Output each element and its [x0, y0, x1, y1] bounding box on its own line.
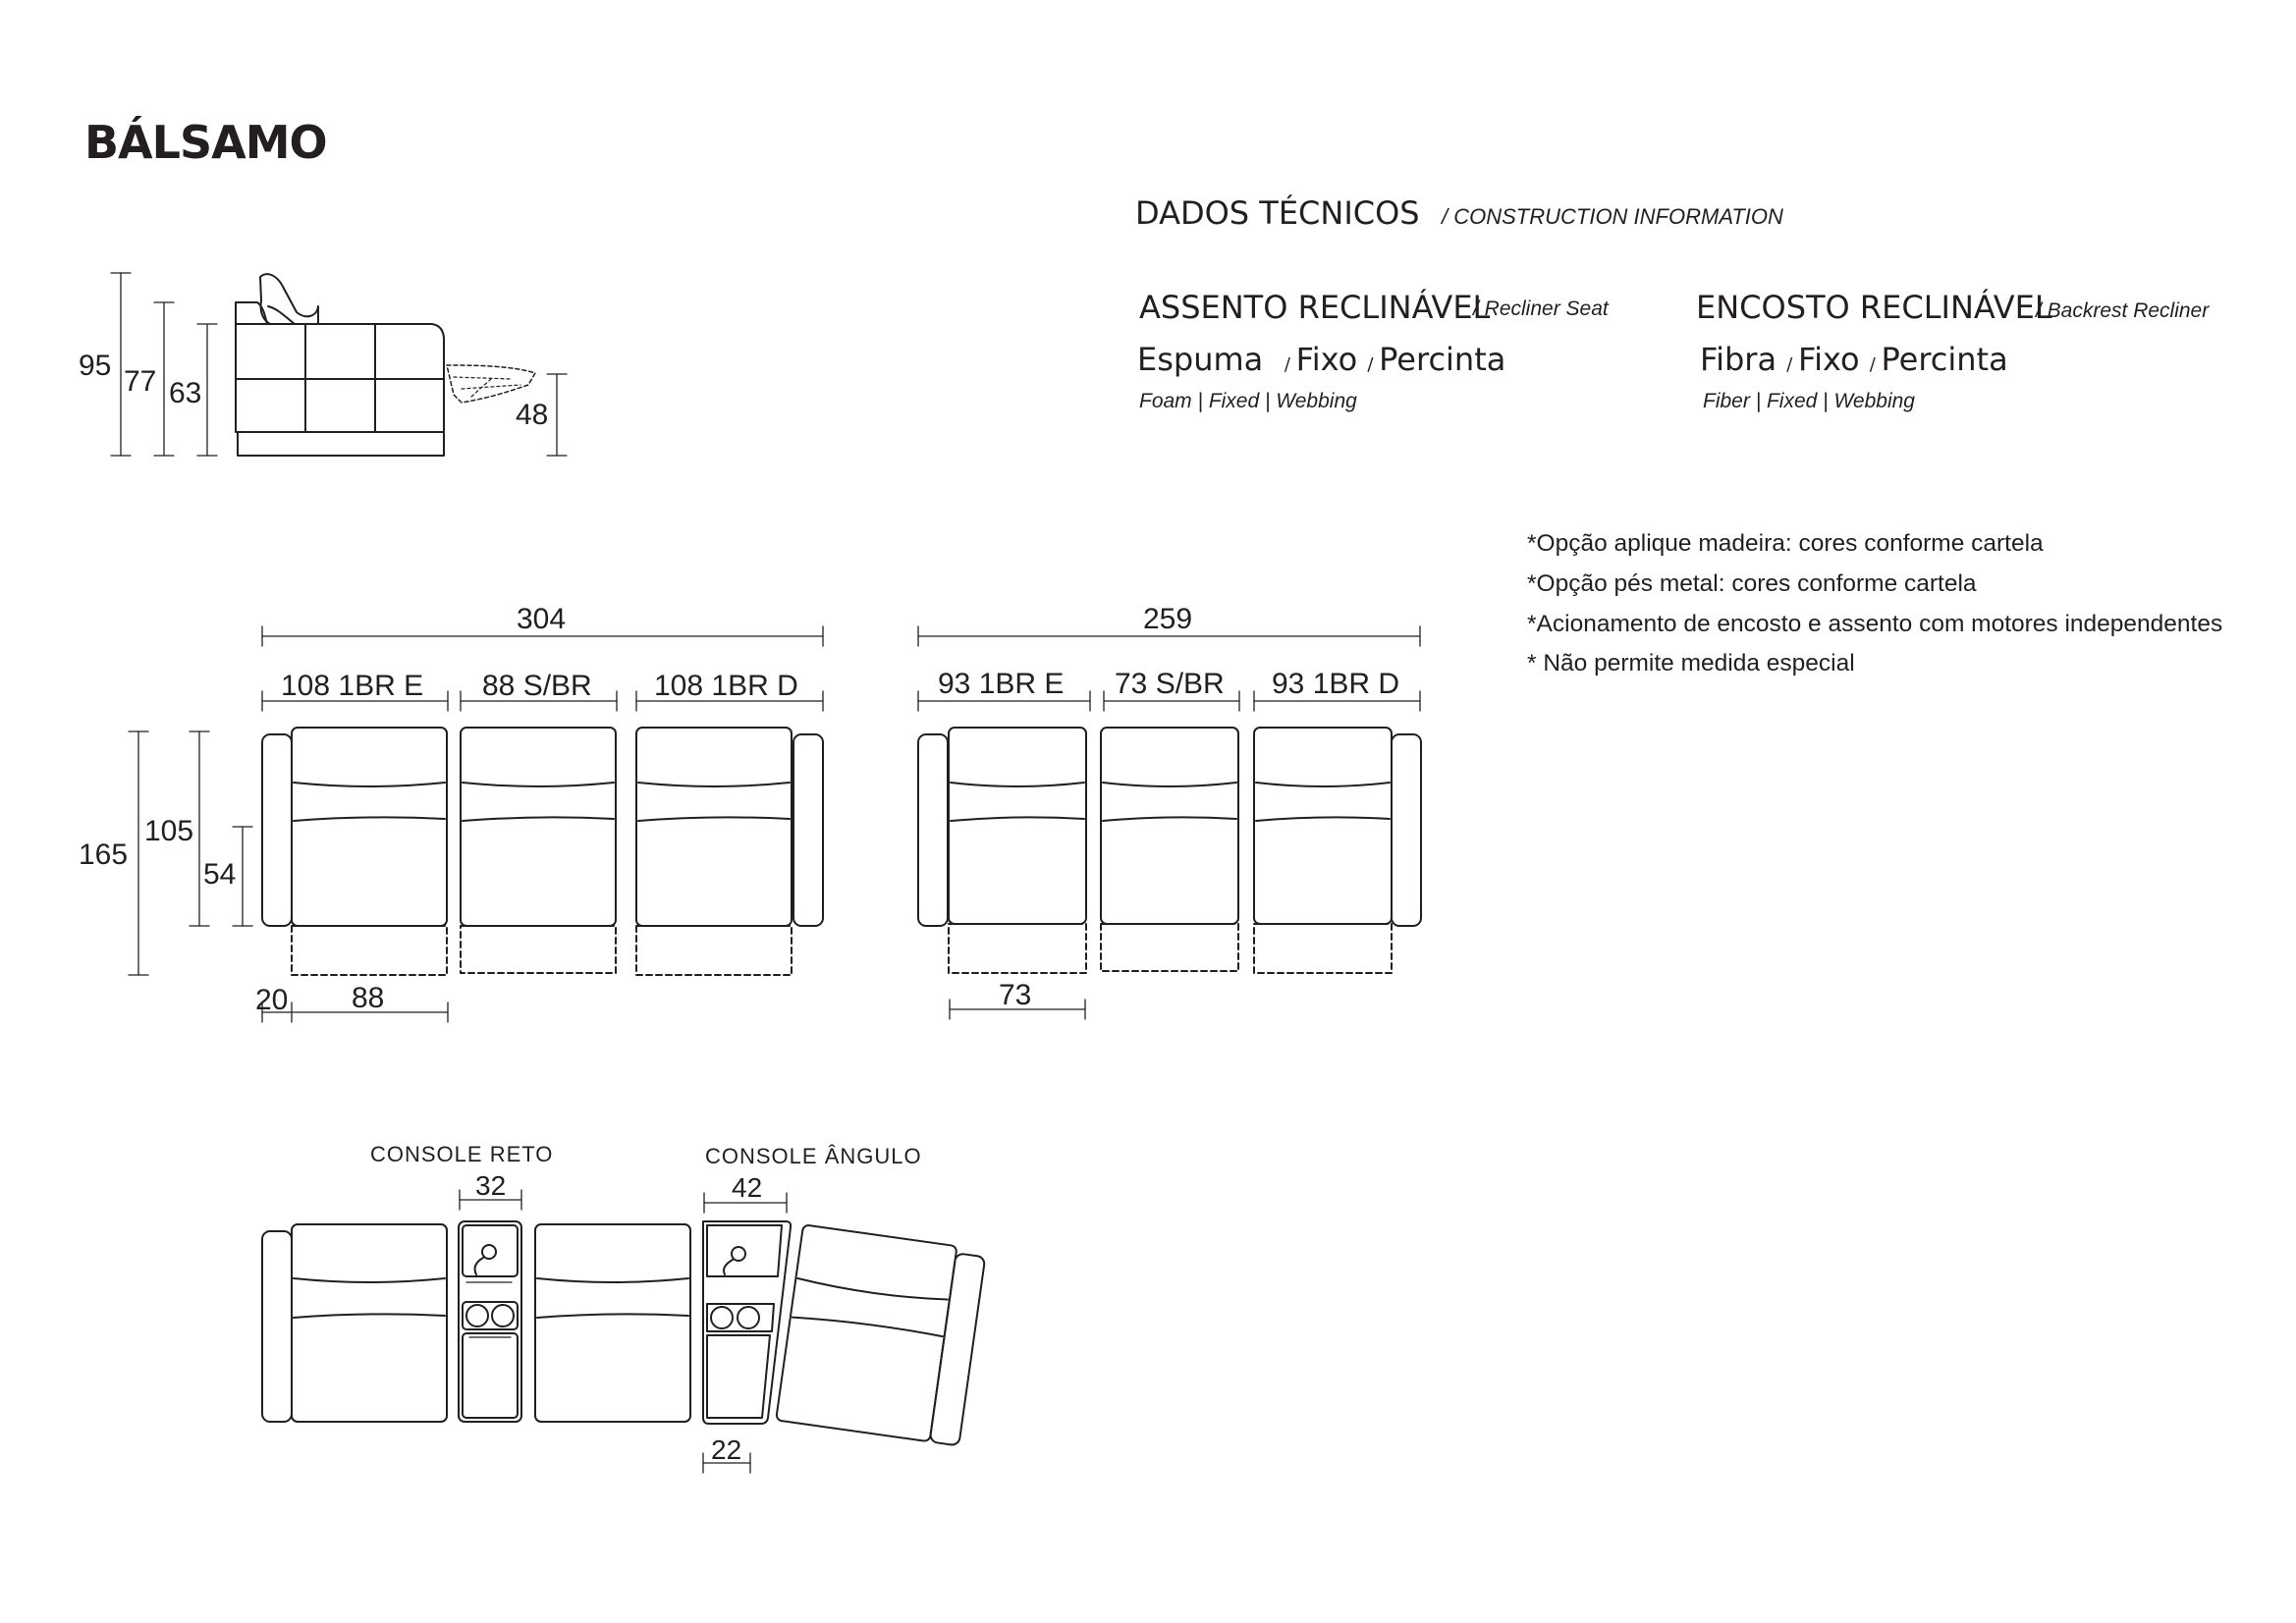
- separator: |: [1817, 390, 1834, 412]
- sofa-b-module-3: 93 1BR D: [1272, 668, 1400, 700]
- back-material-en-2: Fixed: [1766, 390, 1818, 412]
- back-material-3: Percinta: [1881, 341, 2008, 378]
- dim-seat-height: 48: [516, 399, 549, 431]
- back-material-en-3: Webbing: [1833, 390, 1915, 412]
- sofa-a-module-3: 108 1BR D: [654, 670, 798, 702]
- note-motors: *Acionamento de encosto e assento com motores independentes: [1527, 611, 2223, 637]
- back-material-2: Fixo: [1798, 341, 1860, 378]
- seat-material-en-1: Foam: [1139, 390, 1192, 412]
- note-wood-applique: *Opção aplique madeira: cores conforme cartela: [1527, 530, 2044, 557]
- separator: /: [1273, 354, 1296, 375]
- separator: |: [1191, 390, 1209, 412]
- back-material-en-1: Fiber: [1703, 390, 1750, 412]
- sofa-a-seat-depth: 54: [203, 858, 237, 891]
- separator: |: [1259, 390, 1277, 412]
- console-straight-label: CONSOLE RETO: [370, 1142, 554, 1166]
- sofa-b-module-2: 73 S/BR: [1115, 668, 1225, 700]
- dim-back-height: 77: [124, 365, 157, 398]
- separator: /: [1869, 354, 1882, 375]
- page-title: BÁLSAMO: [84, 116, 327, 169]
- separator: |: [1749, 390, 1767, 412]
- dim-total-height: 95: [79, 350, 112, 382]
- seat-recliner-title: ASSENTO RECLINÁVEL: [1139, 289, 1491, 326]
- note-metal-feet: *Opção pés metal: cores conforme cartela: [1527, 570, 1977, 597]
- console-angle-label: CONSOLE ÂNGULO: [705, 1144, 922, 1168]
- console-arrangement: [262, 1142, 986, 1473]
- backrest-recliner-title-en: / Backrest Recliner: [2036, 299, 2210, 322]
- console-angle-base: 22: [711, 1434, 742, 1465]
- seat-material-3: Percinta: [1379, 341, 1506, 378]
- sofa-b-seat-width: 73: [999, 979, 1032, 1011]
- sofa-b-top-view: [918, 603, 1421, 1019]
- sofa-a-depth-reclined: 165: [79, 839, 129, 871]
- tech-heading-en: / CONSTRUCTION INFORMATION: [1442, 204, 1783, 229]
- sofa-b-module-1: 93 1BR E: [938, 668, 1065, 700]
- separator: /: [1367, 354, 1380, 375]
- seat-material-en-3: Webbing: [1276, 390, 1357, 412]
- seat-material-1: Espuma: [1137, 341, 1264, 378]
- seat-recliner-title-en: / Recliner Seat: [1473, 298, 1609, 320]
- console-straight-width: 32: [475, 1170, 507, 1201]
- console-angle-width: 42: [732, 1172, 763, 1203]
- backrest-recliner-title: ENCOSTO RECLINÁVEL: [1696, 289, 2052, 326]
- sofa-b-total-width: 259: [1143, 603, 1193, 635]
- sofa-a-module-2: 88 S/BR: [482, 670, 592, 702]
- sofa-a-total-width: 304: [517, 603, 567, 635]
- sofa-a-depth: 105: [144, 815, 194, 847]
- seat-material-2: Fixo: [1295, 341, 1358, 378]
- separator: /: [1786, 354, 1799, 375]
- note-no-custom-size: * Não permite medida especial: [1527, 650, 1855, 676]
- dim-arm-height: 63: [169, 377, 202, 409]
- sofa-a-arm-width: 20: [255, 984, 289, 1016]
- sofa-a-top-view: [79, 603, 823, 1022]
- sofa-a-module-1: 108 1BR E: [281, 670, 424, 702]
- back-material-1: Fibra: [1700, 341, 1777, 378]
- tech-heading: DADOS TÉCNICOS: [1135, 194, 1420, 232]
- side-view: [79, 273, 567, 456]
- seat-material-en-2: Fixed: [1208, 390, 1260, 412]
- sofa-a-seat-width: 88: [352, 982, 385, 1014]
